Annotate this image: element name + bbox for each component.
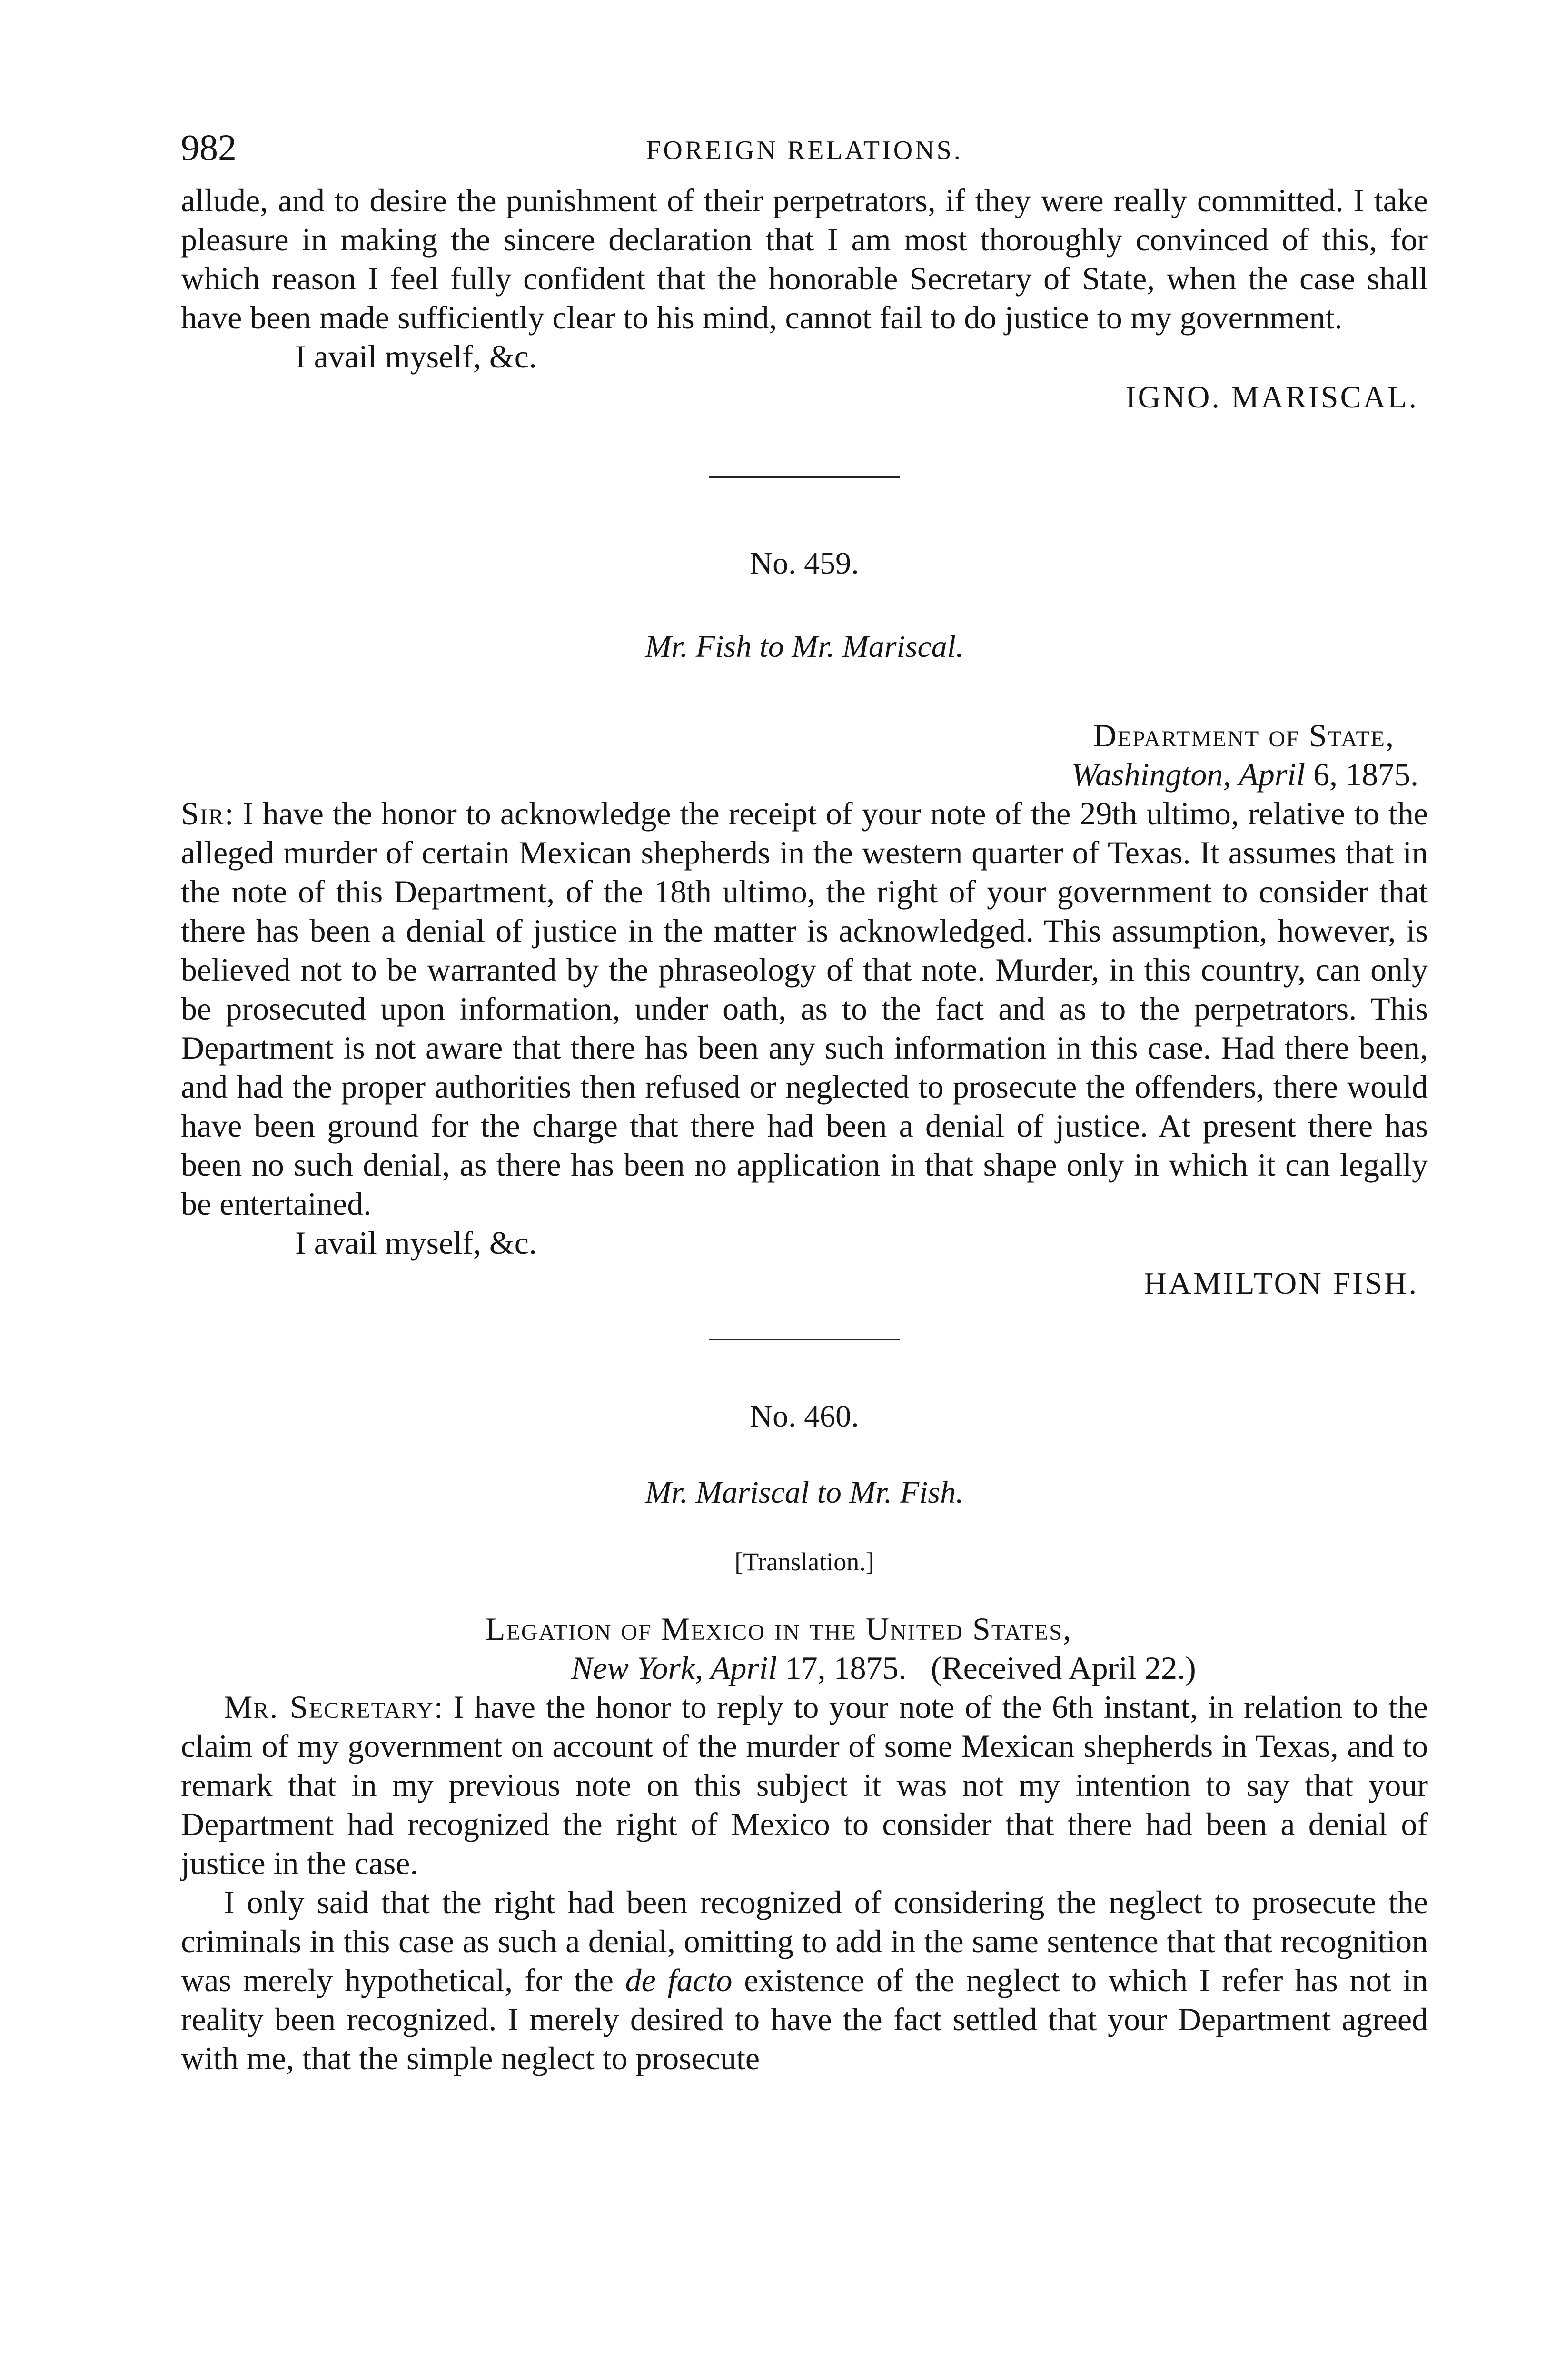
dateline-day-year: 6, 1875. [1305, 756, 1418, 793]
letter-body-text: existence of the neglect to which I refer has not in reality been recognized. I merely desired to have the fact settled that your Department agreed with me, that the simple neglect to prosecute [181, 1962, 1428, 2076]
dateline-date [181, 755, 1428, 794]
received-note: (Received April 22.) [931, 1650, 1196, 1686]
section-divider [709, 1339, 900, 1340]
translation-note: [Translation.] [734, 1547, 874, 1576]
closing-line: I avail myself, &c. [295, 338, 537, 375]
document-heading: Mr. Fish to Mr. Mariscal. [645, 629, 964, 664]
latin-term: de facto [625, 1962, 733, 1998]
letter-body-text: : I have the honor to acknowledge the receipt of your note of the 29th ultimo, relative to the alleged murder of certain Mexican shepherds in the western quarter of Texas. It assumes that in the note of this Department, of the 18th ultimo, the right of your government to consider that there has been a denial of justice in the matter is acknowledged. This assumption, however, is believed not to be warranted by the phraseology of that note. Murder, in this country, can only be prosecuted upon information, under oath, as to the fact and as to the perpetrators. This Department is not aware that there has been any such information in this case. Had there been, and had the proper authorities then refused or neglected to prosecute the offenders, there would have been ground for the charge that there had been a denial of justice. At present there has been no such denial, as there has been no application in that shape only in which it can legally be entertained. [181, 795, 1428, 1222]
dateline-city: Washington, April [1071, 756, 1305, 793]
running-head [181, 124, 1428, 176]
document-heading: Mr. Mariscal to Mr. Fish. [645, 1475, 964, 1510]
continued-paragraph: allude, and to desire the punishment of their perpetrators, if they were really committed. I take pleasure in making the sincere declaration that I am most thoroughly convinced of this, for which reason I feel fully confident that the honorable Secretary of State, when the case shall have been made sufficiently clear to his mind, cannot fail to do justice to my government. [181, 182, 1428, 336]
document-number: No. 460. [750, 1399, 859, 1434]
letter-body [181, 1687, 1428, 1883]
section-divider [709, 476, 900, 478]
document-number: No. 459. [750, 546, 859, 581]
signature-fish: HAMILTON FISH. [1144, 1266, 1418, 1301]
closing-line: I avail myself, &c. [295, 1225, 537, 1261]
dateline-place: Legation of Mexico in the United States, [486, 1611, 1072, 1647]
document-page [181, 124, 1428, 2380]
salutation: Mr. Secretary [224, 1689, 434, 1725]
dateline-city: New York, April [571, 1650, 777, 1686]
dateline-day-year: 17, 1875. [777, 1650, 907, 1686]
letter-body-text: I only said that the right had been recognized of considering the neglect to prosecute the criminals in this case as such a denial, omitting to add in the same sentence that that recognition was merely hypothetical, for the [181, 1884, 1428, 1998]
letter-body-text: : I have the honor to reply to your note of the 6th instant, in relation to the claim of my government on account of the murder of some Mexican shepherds in Texas, and to remark that in my previous note on this subject it was not my intention to say that your Department had recognized the right of Mexico to consider that there had been a denial of justice in the case. [181, 1689, 1428, 1881]
dateline-date [181, 1648, 1428, 1687]
salutation: Sir [181, 795, 225, 832]
letter-body [181, 794, 1428, 1223]
dateline-place: Department of State, [1093, 717, 1395, 754]
running-title: FOREIGN RELATIONS. [646, 136, 963, 165]
signature-mariscal: IGNO. MARISCAL. [1125, 380, 1418, 415]
letter-body [181, 1883, 1428, 2078]
page-number: 982 [181, 127, 237, 168]
